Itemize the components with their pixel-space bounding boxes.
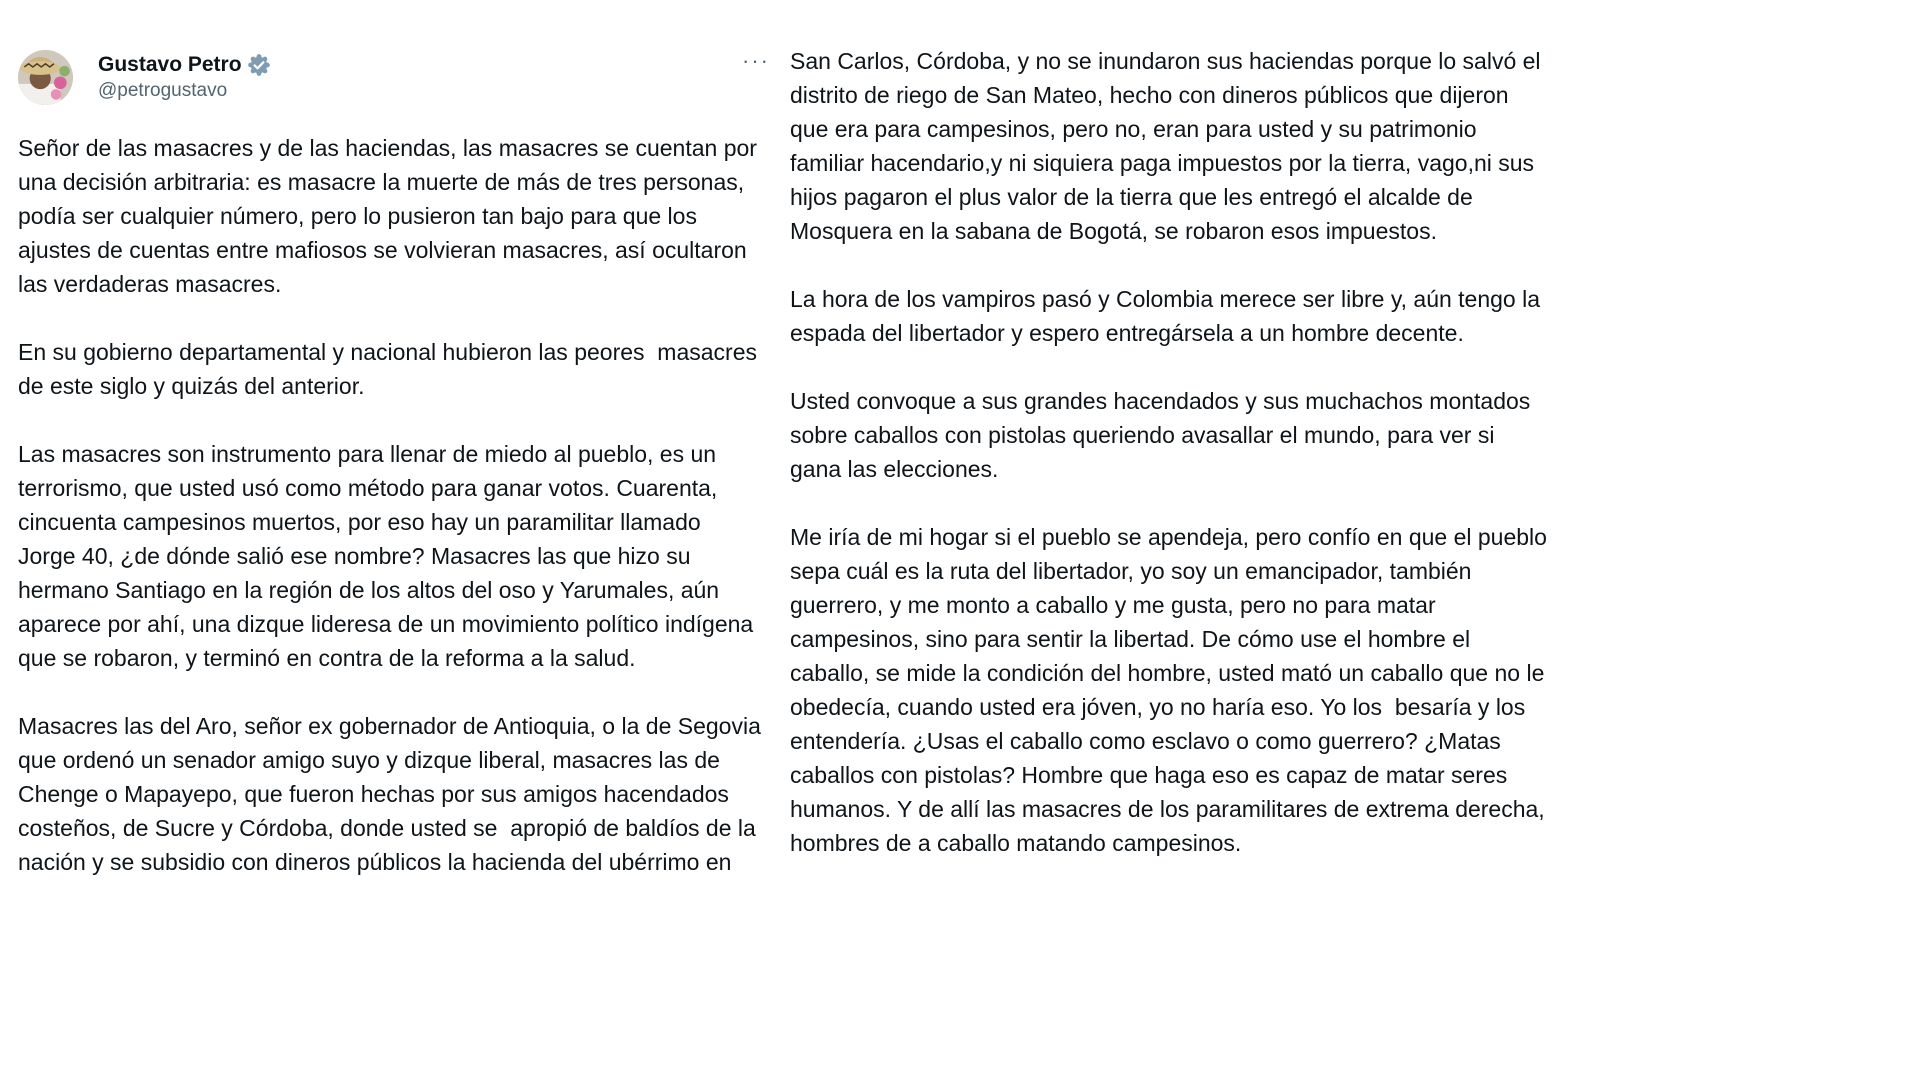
tweet-paragraph: Señor de las masacres y de las haciendas, las masacres se cuentan por una decisión arbitraria: es masacre la muerte de más de tres personas, podía ser cualquier número, pero lo pusieron tan bajo para que los ajustes de cuentas entre mafiosos se volvieran masacres, así ocultaron las verdaderas masacres. [18,135,764,297]
avatar[interactable] [18,50,73,105]
verified-badge-icon [248,54,270,76]
tweet-paragraph: Me iría de mi hogar si el pueblo se apendeja, pero confío en que el pueblo sepa cuál es la ruta del libertador, yo soy un emancipador, también guerrero, y me monto a caballo y me gusta, pero no para matar campesinos, sino para sentir la libertad. De cómo use el hombre el caballo, se mide la condición del hombre, usted mató un caballo que no le obedecía, cuando usted era jóven, yo no haría eso. Yo los besaría y los entendería. ¿Usas el caballo como esclavo o como guerrero? ¿Matas caballos con pistolas? Hombre que haga eso es capaz de matar seres humanos. Y de allí las masacres de los paramilitares de extrema derecha, hombres de a caballo matando campesinos. [790,524,1554,856]
tweet-paragraph: Masacres las del Aro, señor ex gobernador de Antioquia, o la de Segovia que ordenó un senador amigo suyo y dizque liberal, masacres las de Chenge o Mapayepo, que fueron hechas por sus amigos hacendados costeños, de Sucre y Córdoba, donde usted se apropió de baldíos de la nación y se subsidio con dineros públicos la hacienda del ubérrimo en [18,713,768,875]
author-handle[interactable]: @petrogustavo [98,80,228,101]
avatar-photo-icon [18,50,73,105]
tweet-paragraph: Usted convoque a sus grandes hacendados y sus muchachos montados sobre caballos con pistolas queriendo avasallar el mundo, para ver si gana las elecciones. [790,388,1537,482]
tweet-text-left [18,131,768,879]
author-name[interactable]: Gustavo Petro [98,53,242,76]
tweet-header [18,50,762,105]
tweet-paragraph: San Carlos, Córdoba, y no se inundaron sus haciendas porque lo salvó el distrito de riego de San Mateo, hecho con dineros públicos que dijeron que era para campesinos, pero no, eran para usted y su patrimonio familiar hacendario,y ni siquiera paga impuestos por la tierra, vago,ni sus hijos pagaron el plus valor de la tierra que les entregó el alcalde de Mosquera en la sabana de Bogotá, se robaron esos impuestos. [790,48,1547,244]
author-block [98,52,270,103]
tweet-paragraph: Las masacres son instrumento para llenar de miedo al pueblo, es un terrorismo, que usted usó como método para ganar votos. Cuarenta, cincuenta campesinos muertos, por eso hay un paramilitar llamado Jorge 40, ¿de dónde salió ese nombre? Masacres las que hizo su hermano Santiago en la región de los altos del oso y Yarumales, aún aparece por ahí, una dizque lideresa de un movimiento político indígena que se robaron, y terminó en contra de la reforma a la salud. [18,441,760,671]
tweet-column-left [18,50,768,879]
tweet-paragraph: La hora de los vampiros pasó y Colombia merece ser libre y, aún tengo la espada del libertador y espero entregársela a un hombre decente. [790,286,1547,346]
tweet-column-right [790,44,1554,860]
tweet-paragraph: En su gobierno departamental y nacional hubieron las peores masacres de este siglo y quizás del anterior. [18,339,764,399]
more-menu-icon[interactable]: ··· [736,46,776,76]
